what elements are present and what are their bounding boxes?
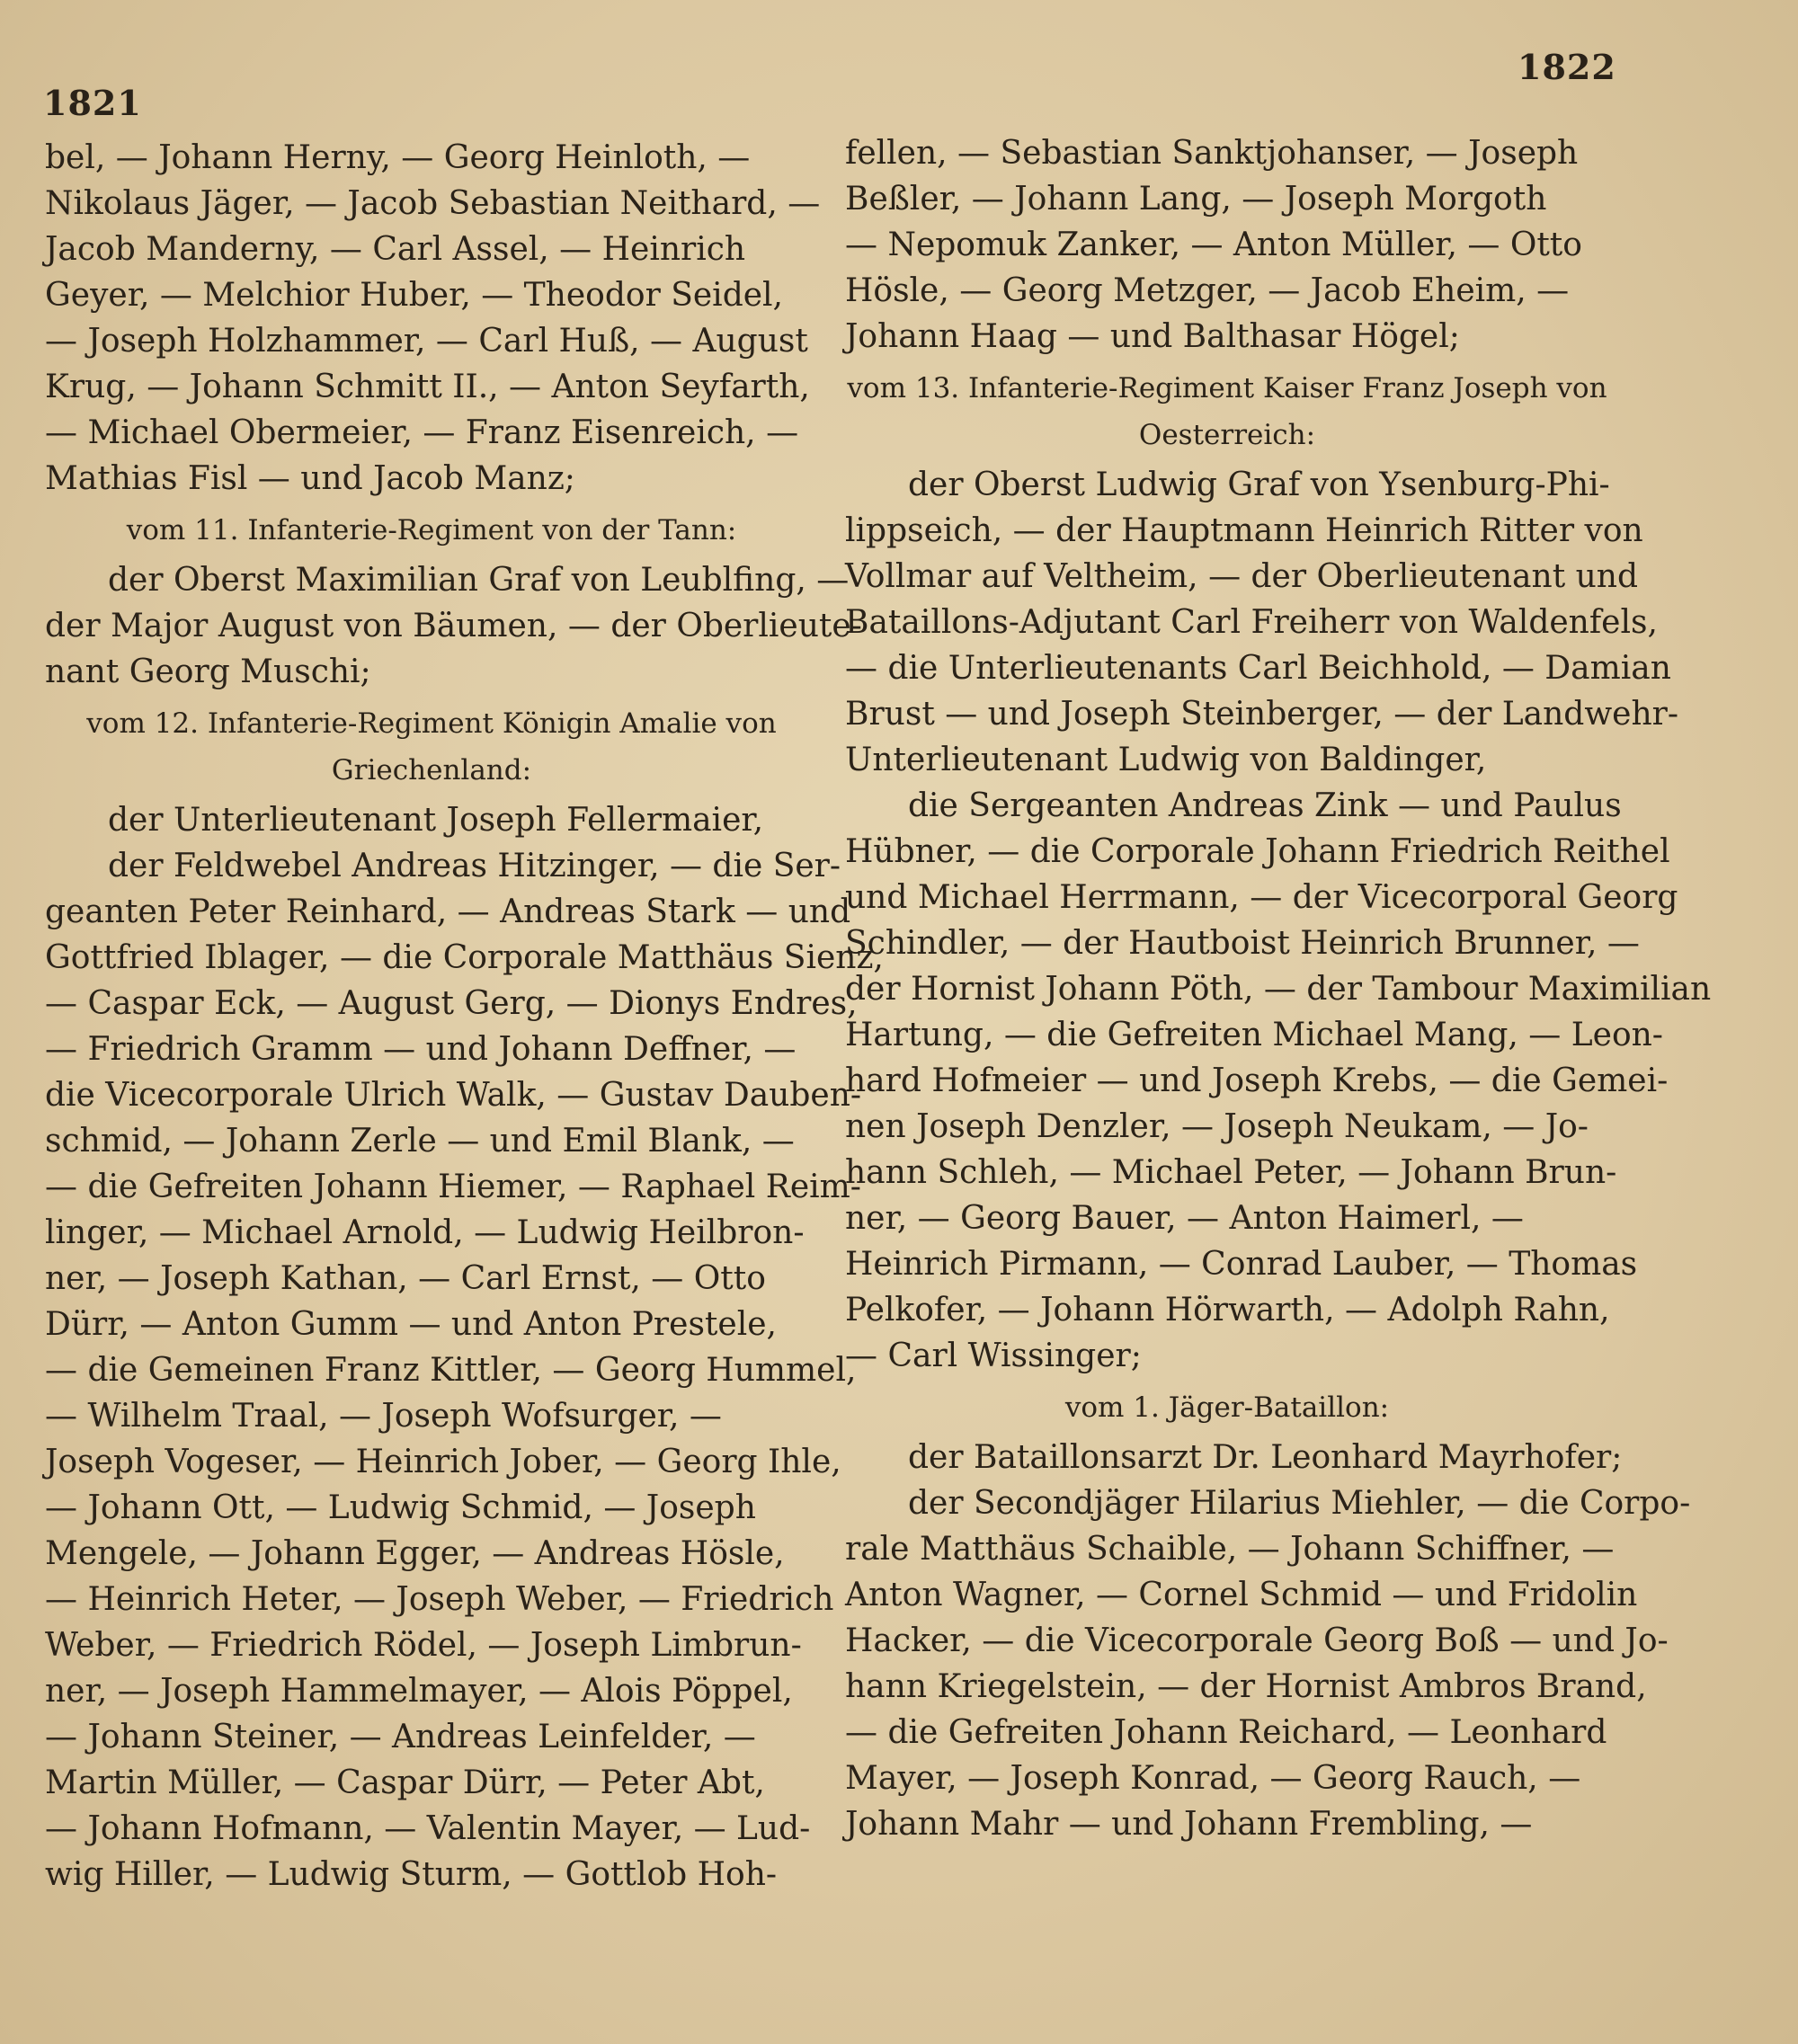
page-number-right: 1822 bbox=[1518, 47, 1616, 87]
text-line: Mathias Fisl — und Jacob Manz; bbox=[45, 460, 575, 497]
text-line: rale Matthäus Schaible, — Johann Schiffner, — bbox=[845, 1531, 1615, 1568]
text-line: Heinrich Pirmann, — Conrad Lauber, — Thomas bbox=[845, 1246, 1638, 1283]
text-line: der Unterlieutenant Joseph Fellermaier, bbox=[108, 802, 764, 839]
text-line: lippseich, — der Hauptmann Heinrich Ritter von bbox=[845, 512, 1643, 549]
text-line: — die Unterlieutenants Carl Beichhold, — Damian bbox=[845, 650, 1671, 687]
text-line: der Oberst Ludwig Graf von Ysenburg-Phi- bbox=[908, 467, 1610, 503]
text-line: — Joseph Holzhammer, — Carl Huß, — August bbox=[45, 323, 808, 360]
text-line: — Caspar Eck, — August Gerg, — Dionys Endres, bbox=[45, 985, 858, 1022]
text-line: Beßler, — Johann Lang, — Joseph Morgoth bbox=[845, 181, 1547, 218]
text-line: der Feldwebel Andreas Hitzinger, — die Ser- bbox=[108, 848, 841, 884]
right-block-3 bbox=[845, 783, 1712, 1379]
text-line: Hartung, — die Gefreiten Michael Mang, — Leon- bbox=[845, 1017, 1663, 1053]
text-line: — die Gemeinen Franz Kittler, — Georg Hummel, bbox=[45, 1352, 857, 1389]
text-line: und Michael Herrmann, — der Vicecorporal Georg bbox=[845, 879, 1678, 916]
text-line: Joseph Vogeser, — Heinrich Jober, — Georg Ihle, bbox=[45, 1444, 841, 1480]
right-block-4 bbox=[845, 1435, 1691, 1847]
text-line: — Heinrich Heter, — Joseph Weber, — Friedrich bbox=[45, 1581, 834, 1618]
text-line: linger, — Michael Arnold, — Ludwig Heilbron- bbox=[45, 1214, 805, 1251]
text-line: Johann Mahr — und Johann Frembling, — bbox=[845, 1806, 1533, 1843]
text-line: Nikolaus Jäger, — Jacob Sebastian Neithard, — bbox=[45, 185, 821, 222]
text-line: nant Georg Muschi; bbox=[45, 653, 371, 690]
text-line: hann Schleh, — Michael Peter, — Johann Brun- bbox=[845, 1154, 1617, 1191]
text-line: Geyer, — Melchior Huber, — Theodor Seidel, bbox=[45, 277, 784, 314]
left-block-2 bbox=[45, 557, 862, 695]
text-line: Martin Müller, — Caspar Dürr, — Peter Abt, bbox=[45, 1764, 765, 1801]
text-line: Anton Wagner, — Cornel Schmid — und Fridolin bbox=[845, 1577, 1638, 1613]
left-column bbox=[45, 135, 884, 1897]
text-line: — Wilhelm Traal, — Joseph Wofsurger, — bbox=[45, 1398, 722, 1435]
text-line: geanten Peter Reinhard, — Andreas Stark — und bbox=[45, 893, 851, 930]
text-line: — Johann Steiner, — Andreas Leinfelder, — bbox=[45, 1719, 756, 1755]
right-block-1 bbox=[845, 130, 1609, 360]
text-line: Jacob Manderny, — Carl Assel, — Heinrich bbox=[45, 231, 746, 268]
section-heading: vom 13. Infanterie-Regiment Kaiser Franz Joseph von bbox=[847, 372, 1607, 404]
text-line: Hösle, — Georg Metzger, — Jacob Eheim, — bbox=[845, 272, 1570, 309]
text-line: Unterlieutenant Ludwig von Baldinger, bbox=[845, 742, 1487, 778]
left-block-3 bbox=[45, 797, 884, 1897]
text-line: Schindler, — der Hautboist Heinrich Brunner, — bbox=[845, 925, 1640, 962]
text-line: der Oberst Maximilian Graf von Leublfing, — bbox=[108, 562, 850, 599]
text-line: — Carl Wissinger; bbox=[845, 1337, 1142, 1374]
text-line: Mengele, — Johann Egger, — Andreas Hösle, bbox=[45, 1535, 785, 1572]
text-line: — Friedrich Gramm — und Johann Deffner, — bbox=[45, 1031, 797, 1068]
text-line: Pelkofer, — Johann Hörwarth, — Adolph Rahn, bbox=[845, 1292, 1610, 1329]
text-line: der Secondjäger Hilarius Miehler, — die Corpo- bbox=[908, 1485, 1691, 1522]
text-line: Dürr, — Anton Gumm — und Anton Prestele, bbox=[45, 1306, 777, 1343]
text-line: Gottfried Iblager, — die Corporale Matthäus Sienz, bbox=[45, 939, 884, 976]
text-line: schmid, — Johann Zerle — und Emil Blank, — bbox=[45, 1123, 795, 1160]
text-line: der Bataillonsarzt Dr. Leonhard Mayrhofer; bbox=[908, 1439, 1623, 1476]
text-line: Hübner, — die Corporale Johann Friedrich Reithel bbox=[845, 833, 1670, 870]
text-line: Brust — und Joseph Steinberger, — der Landwehr- bbox=[845, 696, 1678, 733]
text-line: nen Joseph Denzler, — Joseph Neukam, — Jo- bbox=[845, 1108, 1589, 1145]
text-line: ner, — Joseph Kathan, — Carl Ernst, — Otto bbox=[45, 1260, 766, 1297]
left-block-1 bbox=[45, 135, 821, 502]
text-line: hard Hofmeier — und Joseph Krebs, — die Gemei- bbox=[845, 1062, 1669, 1099]
page-number-left: 1821 bbox=[43, 83, 142, 123]
text-line: — Johann Ott, — Ludwig Schmid, — Joseph bbox=[45, 1489, 756, 1526]
text-line: der Major August von Bäumen, — der Oberlieute- bbox=[45, 608, 862, 644]
text-line: — Johann Hofmann, — Valentin Mayer, — Lud- bbox=[45, 1810, 811, 1847]
text-line: Bataillons-Adjutant Carl Freiherr von Waldenfels, bbox=[845, 604, 1658, 641]
section-heading-continued: Oesterreich: bbox=[1138, 419, 1316, 451]
text-line: Vollmar auf Veltheim, — der Oberlieutenant und bbox=[845, 558, 1639, 595]
text-line: — Michael Obermeier, — Franz Eisenreich, — bbox=[45, 414, 799, 451]
text-line: bel, — Johann Herny, — Georg Heinloth, — bbox=[45, 139, 751, 176]
text-line: hann Kriegelstein, — der Hornist Ambros Brand, bbox=[845, 1668, 1647, 1705]
section-heading: vom 1. Jäger-Bataillon: bbox=[1064, 1391, 1390, 1424]
text-line: wig Hiller, — Ludwig Sturm, — Gottlob Hoh- bbox=[45, 1856, 778, 1893]
text-line: ner, — Joseph Hammelmayer, — Alois Pöppel, bbox=[45, 1673, 793, 1710]
section-heading: vom 11. Infanterie-Regiment von der Tann: bbox=[126, 514, 737, 547]
text-line: Krug, — Johann Schmitt II., — Anton Seyfarth, bbox=[45, 369, 810, 405]
text-line: die Vicecorporale Ulrich Walk, — Gustav Dauben- bbox=[45, 1077, 862, 1114]
text-line: fellen, — Sebastian Sanktjohanser, — Joseph bbox=[845, 135, 1579, 172]
text-line: Weber, — Friedrich Rödel, — Joseph Limbrun- bbox=[45, 1627, 802, 1664]
text-line: der Hornist Johann Pöth, — der Tambour Maximilian bbox=[845, 971, 1712, 1008]
text-line: — die Gefreiten Johann Hiemer, — Raphael Reim- bbox=[45, 1169, 861, 1205]
right-column bbox=[845, 130, 1712, 1847]
text-line: ner, — Georg Bauer, — Anton Haimerl, — bbox=[845, 1200, 1524, 1237]
text-line: die Sergeanten Andreas Zink — und Paulus bbox=[908, 787, 1622, 824]
section-heading: vom 12. Infanterie-Regiment Königin Amalie von Griechenland: bbox=[86, 707, 777, 786]
text-line: — die Gefreiten Johann Reichard, — Leonhard bbox=[845, 1714, 1607, 1751]
text-line: Johann Haag — und Balthasar Högel; bbox=[845, 318, 1460, 355]
text-line: Hacker, — die Vicecorporale Georg Boß — und Jo- bbox=[845, 1622, 1669, 1659]
right-block-2 bbox=[845, 462, 1678, 783]
text-line: Mayer, — Joseph Konrad, — Georg Rauch, — bbox=[845, 1760, 1581, 1797]
text-line: — Nepomuk Zanker, — Anton Müller, — Otto bbox=[845, 227, 1582, 263]
